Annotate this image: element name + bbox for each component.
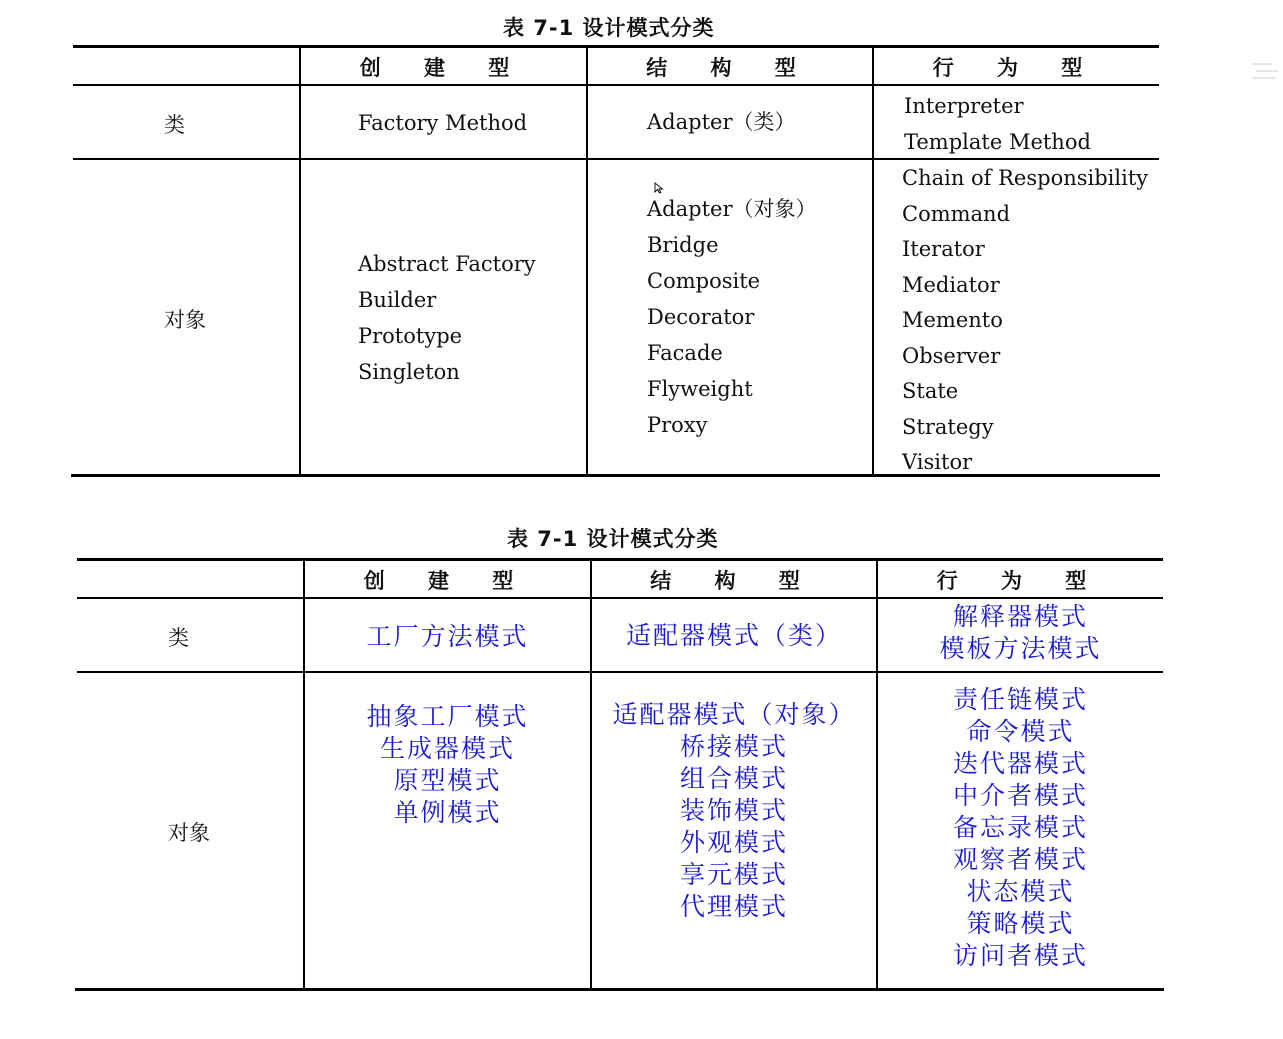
table-zh-bottom-rule: [75, 988, 1164, 991]
table-en-top-rule: [73, 45, 1159, 48]
table-zh-row-label-object: 对象: [168, 821, 210, 845]
pattern-name: 策略模式: [966, 909, 1075, 938]
pattern-name: Command: [902, 201, 1011, 226]
table-en-class-structural: [647, 104, 795, 140]
pattern-name: Flyweight: [647, 377, 753, 401]
pattern-name: 责任链模式: [952, 685, 1088, 714]
pattern-name: Adapter（类）: [647, 110, 796, 134]
pattern-name: 工厂方法模式: [366, 622, 529, 651]
pattern-name: 桥接模式: [679, 732, 788, 761]
table-en-header-structural: 结 构 型: [646, 56, 814, 80]
pattern-name: Adapter（对象）: [647, 197, 817, 221]
table-zh-class-creational: [305, 621, 590, 653]
pattern-name: Composite: [647, 269, 761, 293]
pattern-name: Bridge: [647, 233, 719, 257]
pattern-name: Factory Method: [358, 111, 528, 135]
pattern-name: 解释器模式: [952, 602, 1088, 631]
pattern-name: 访问者模式: [952, 941, 1088, 970]
table-zh-row-label-class: 类: [168, 626, 189, 650]
table-zh-header-structural: 结 构 型: [650, 569, 818, 593]
table-en-row-label-class: 类: [164, 113, 185, 137]
table-zh-header-behavioral: 行 为 型: [936, 569, 1105, 593]
table-en-header-rule: [73, 84, 1159, 86]
pattern-name: 备忘录模式: [952, 813, 1088, 842]
pattern-name: 模板方法模式: [939, 634, 1102, 663]
pattern-name: Decorator: [647, 305, 755, 329]
pattern-name: Interpreter: [904, 94, 1024, 118]
table-en-row-label-object: 对象: [164, 308, 206, 332]
pattern-name: 中介者模式: [952, 781, 1088, 810]
table-zh-class-structural: [592, 620, 876, 652]
pattern-name: 原型模式: [393, 766, 502, 795]
pattern-name: Builder: [358, 288, 437, 312]
pattern-name: 单例模式: [393, 798, 502, 827]
pattern-name: 组合模式: [679, 764, 788, 793]
table-zh-header-rule: [77, 597, 1163, 599]
pattern-name: Abstract Factory: [358, 252, 536, 276]
table-zh-object-behavioral: [878, 684, 1163, 972]
pattern-name: Memento: [902, 308, 1003, 332]
pattern-name: Chain of Responsibility: [902, 166, 1149, 190]
pattern-name: Observer: [902, 343, 1001, 368]
pattern-name: 观察者模式: [952, 845, 1088, 874]
table-zh-top-rule: [77, 558, 1163, 561]
pattern-name: Iterator: [902, 237, 985, 261]
pattern-name: 享元模式: [679, 860, 788, 889]
pattern-name: 适配器模式（类）: [625, 621, 842, 650]
pattern-name: 适配器模式（对象）: [612, 700, 856, 729]
table-en-col-divider: [299, 46, 301, 475]
pattern-name: Mediator: [902, 272, 1000, 297]
table-en-col-divider: [586, 46, 588, 475]
pattern-name: Template Method: [904, 130, 1091, 154]
pattern-name: 命令模式: [966, 717, 1075, 746]
pattern-name: State: [902, 379, 959, 403]
table-zh-object-structural: [592, 699, 876, 923]
table-en-object-structural: [647, 191, 816, 443]
edge-artifact-icon: [1250, 60, 1280, 82]
pattern-name: Proxy: [647, 413, 708, 437]
table-en-object-creational: [358, 246, 536, 390]
mouse-pointer-icon: [654, 182, 664, 194]
table-en-class-creational: [358, 105, 527, 141]
table-zh-header-creational: 创 建 型: [363, 569, 532, 593]
table-en-class-behavioral: [904, 88, 1091, 160]
pattern-name: Singleton: [358, 360, 460, 384]
pattern-name: 迭代器模式: [952, 749, 1088, 778]
pattern-name: Facade: [647, 341, 723, 365]
pattern-name: 代理模式: [679, 892, 788, 921]
pattern-name: 生成器模式: [379, 734, 515, 763]
pattern-name: 抽象工厂模式: [366, 702, 529, 731]
table-en-object-behavioral: [902, 161, 1148, 481]
table-zh-class-behavioral: [878, 601, 1163, 665]
pattern-name: Strategy: [902, 414, 994, 439]
pattern-name: 状态模式: [966, 877, 1075, 906]
pattern-name: 装饰模式: [679, 796, 788, 825]
table-zh-row-rule: [77, 671, 1163, 673]
table-en-header-behavioral: 行 为 型: [932, 56, 1101, 80]
pattern-name: 外观模式: [679, 828, 788, 857]
table-en-header-creational: 创 建 型: [359, 56, 528, 80]
pattern-name: Prototype: [358, 324, 463, 348]
table-zh-object-creational: [305, 701, 590, 829]
table-en-caption: 表 7-1 设计模式分类: [503, 16, 715, 40]
table-en-col-divider: [872, 46, 874, 475]
table-zh-caption: 表 7-1 设计模式分类: [507, 527, 719, 551]
pattern-name: Visitor: [902, 450, 973, 474]
